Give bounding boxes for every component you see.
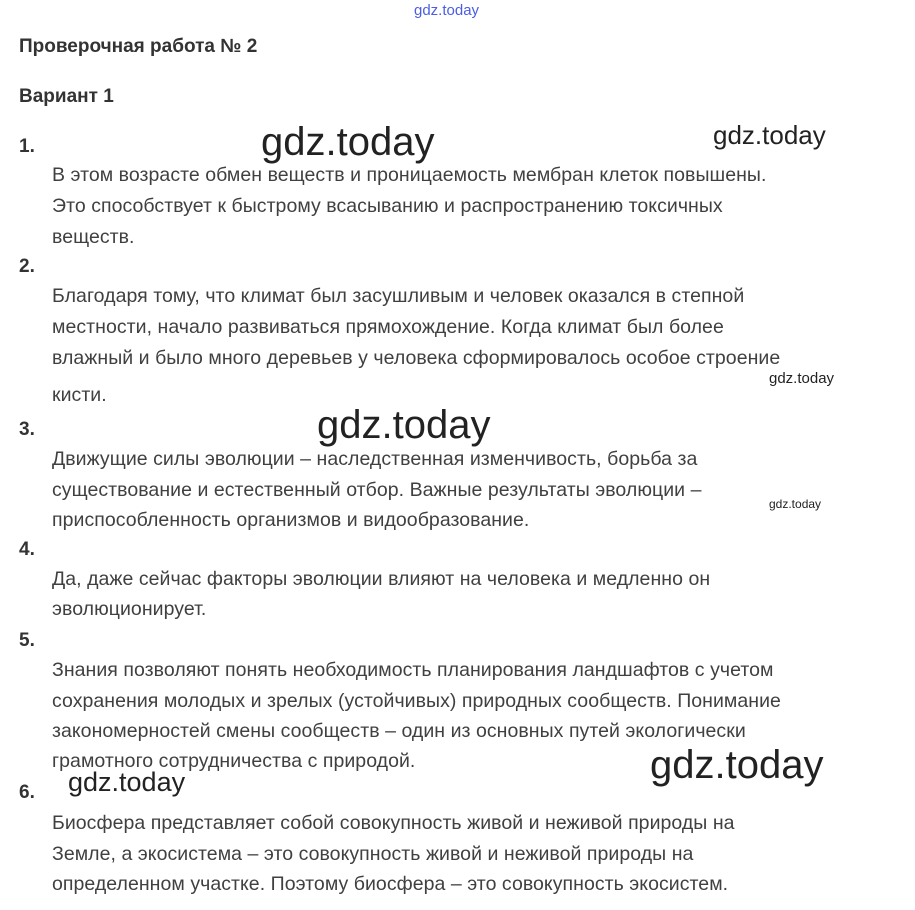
answer-line: Земле, а экосистема – это совокупность живой и неживой природы на: [52, 843, 694, 865]
answer-number: 5.: [19, 630, 35, 651]
answer-number: 1.: [19, 136, 35, 157]
answer-line: сохранения молодых и зрелых (устойчивых) природных сообществ. Понимание: [52, 690, 781, 712]
answer-line: определенном участке. Поэтому биосфера – это совокупность экосистем.: [52, 873, 729, 895]
answer-number: 2.: [19, 256, 35, 277]
answer-line: местности, начало развиваться прямохождение. Когда климат был более: [52, 316, 724, 338]
watermark: gdz.today: [317, 403, 491, 447]
answer-number: 4.: [19, 539, 35, 560]
answer-line: кисти.: [52, 384, 107, 406]
answer-line: приспособленность организмов и видообразование.: [52, 509, 530, 531]
answer-line: веществ.: [52, 226, 135, 248]
answer-line: Благодаря тому, что климат был засушливым и человек оказался в степной: [52, 285, 745, 307]
watermark: gdz.today: [713, 120, 826, 150]
answer-line: существование и естественный отбор. Важные результаты эволюции –: [52, 479, 702, 501]
answer-line: эволюционирует.: [52, 598, 207, 620]
page-title: Проверочная работа № 2: [19, 36, 258, 57]
watermark: gdz.today: [261, 120, 435, 164]
watermark-top: gdz.today: [414, 2, 480, 19]
answer-line: В этом возрасте обмен веществ и проницаемость мембран клеток повышены.: [52, 164, 767, 186]
variant-heading: Вариант 1: [19, 86, 114, 107]
answer-line: влажный и было много деревьев у человека сформировалось особое строение: [52, 347, 781, 369]
watermark: gdz.today: [68, 767, 186, 797]
answer-number: 3.: [19, 419, 35, 440]
watermark: gdz.today: [769, 370, 835, 387]
answer-line: закономерностей смены сообществ – один из основных путей экологически: [52, 720, 746, 742]
watermark: gdz.today: [650, 743, 824, 787]
answer-number: 6.: [19, 782, 35, 803]
answer-line: Движущие силы эволюции – наследственная изменчивость, борьба за: [52, 448, 698, 470]
answer-line: Да, даже сейчас факторы эволюции влияют на человека и медленно он: [52, 568, 711, 590]
watermark: gdz.today: [769, 497, 822, 511]
answer-line: Знания позволяют понять необходимость планирования ландшафтов с учетом: [52, 659, 774, 681]
answer-line: Это способствует к быстрому всасыванию и распространению токсичных: [52, 195, 723, 217]
answer-line: Биосфера представляет собой совокупность живой и неживой природы на: [52, 812, 735, 834]
answer-line: грамотного сотрудничества с природой.: [52, 750, 416, 772]
